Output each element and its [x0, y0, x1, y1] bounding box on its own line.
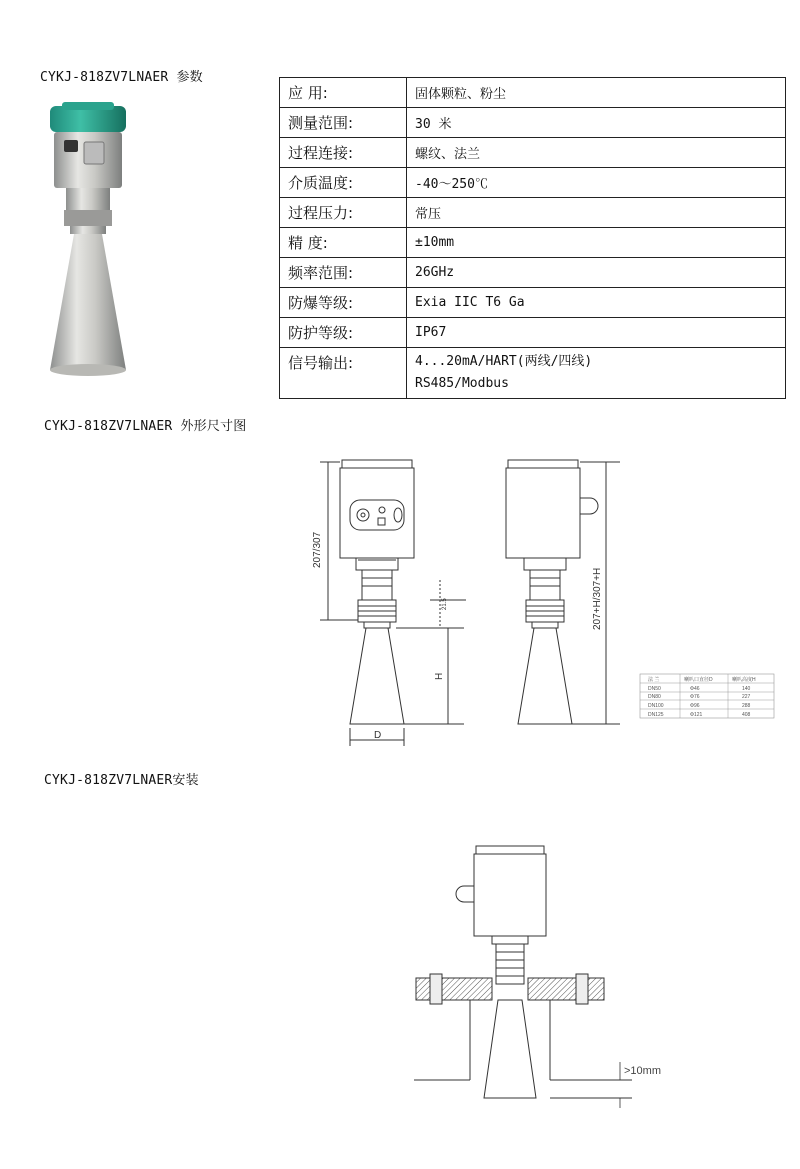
spec-table — [279, 77, 786, 399]
params-title: CYKJ-818ZV7LNAER 参数 — [40, 70, 203, 85]
spec-label: 应 用: — [280, 78, 407, 108]
dim-left-height: 207/307 — [312, 531, 323, 568]
product-photo — [40, 100, 140, 382]
size-header: 喇叭高度H — [732, 677, 756, 683]
spec-value: -40～250℃ — [407, 168, 786, 198]
spec-row — [280, 288, 786, 318]
spec-row — [280, 168, 786, 198]
horn-left — [350, 628, 404, 724]
dim-total-height: 207+H/307+H — [592, 567, 603, 630]
size-cell: DN125 — [648, 712, 664, 718]
spec-value: ±10mm — [407, 228, 786, 258]
spec-value-line: 4...20mA/HART(两线/四线) — [415, 354, 593, 369]
spec-value — [407, 348, 786, 399]
housing-body — [340, 468, 414, 558]
flange-left — [416, 978, 492, 1000]
size-cell: Φ46 — [690, 686, 700, 692]
spec-value: 常压 — [407, 198, 786, 228]
spec-label: 防爆等级: — [280, 288, 407, 318]
dim-horn-height: H — [434, 672, 445, 680]
installation-drawing — [400, 840, 700, 1110]
size-cell: Φ96 — [690, 703, 700, 709]
size-cell: 408 — [742, 712, 751, 718]
spec-label: 防护等级: — [280, 318, 407, 348]
dimensions-title: CYKJ-818ZV7LNAER 外形尺寸图 — [44, 419, 247, 434]
size-cell: DN80 — [648, 694, 661, 700]
size-cell: 288 — [742, 703, 751, 709]
size-cell: DN100 — [648, 703, 664, 709]
spec-value-line: RS485/Modbus — [415, 376, 509, 391]
spec-label: 过程压力: — [280, 198, 407, 228]
housing-cap — [342, 460, 412, 468]
size-cell: DN50 — [648, 686, 661, 692]
install-title: CYKJ-818ZV7LNAER安装 — [44, 773, 199, 788]
size-cell: Φ76 — [690, 694, 700, 700]
spec-label: 介质温度: — [280, 168, 407, 198]
install-housing-cap — [476, 846, 544, 854]
spec-label: 信号输出: — [280, 348, 407, 399]
horn-right — [518, 628, 572, 724]
spec-label: 频率范围: — [280, 258, 407, 288]
install-horn — [484, 1000, 536, 1098]
size-cell: 140 — [742, 686, 751, 692]
display-panel — [350, 500, 404, 530]
clearance-label: >10mm — [624, 1065, 661, 1077]
spec-value: IP67 — [407, 318, 786, 348]
spec-row — [280, 108, 786, 138]
spec-label: 测量范围: — [280, 108, 407, 138]
spec-value: Exia IIC T6 Ga — [407, 288, 786, 318]
spec-row — [280, 258, 786, 288]
spec-value: 26GHz — [407, 258, 786, 288]
flange-right — [528, 978, 604, 1000]
spec-value: 固体颗粒、粉尘 — [407, 78, 786, 108]
spec-row — [280, 198, 786, 228]
spec-row — [280, 348, 786, 399]
dimension-drawing — [300, 450, 780, 750]
size-cell: Φ121 — [690, 712, 703, 718]
spec-row — [280, 318, 786, 348]
dim-horn-diameter: D — [374, 730, 382, 741]
spec-value: 螺纹、法兰 — [407, 138, 786, 168]
size-header: 喇叭口直径D — [684, 677, 713, 683]
spec-label: 精 度: — [280, 228, 407, 258]
spec-row — [280, 78, 786, 108]
spec-value: 30 米 — [407, 108, 786, 138]
size-header: 法 兰 — [648, 677, 660, 683]
size-cell: 227 — [742, 694, 751, 700]
size-table — [640, 674, 774, 718]
spec-row — [280, 228, 786, 258]
dim-small: 21.5 — [442, 598, 448, 610]
install-housing-body — [474, 854, 546, 936]
spec-row — [280, 138, 786, 168]
spec-label: 过程连接: — [280, 138, 407, 168]
